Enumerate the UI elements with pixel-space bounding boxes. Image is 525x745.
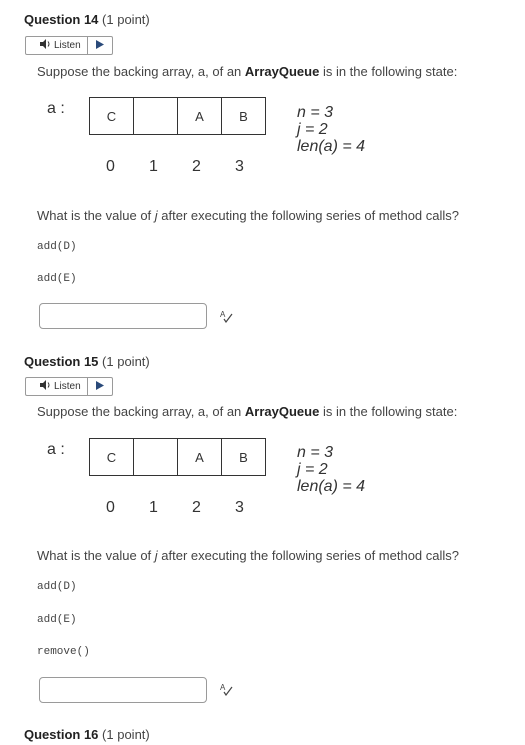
listen-label: Listen bbox=[54, 381, 81, 392]
listen-control-q15 bbox=[25, 377, 113, 396]
n-value: n = 3 bbox=[297, 444, 334, 461]
question-14-prompt: Suppose the backing array, a, of an ArrayQueue is in the following state: bbox=[37, 64, 458, 79]
listen-button-q14[interactable] bbox=[26, 37, 88, 54]
array-stats-q15 bbox=[297, 444, 365, 495]
j-value: j = 2 bbox=[297, 461, 328, 478]
array-indices-q15 bbox=[89, 499, 261, 517]
speaker-icon bbox=[40, 39, 51, 52]
question-15-text: What is the value of j after executing the following series of method calls? bbox=[37, 548, 460, 563]
question-14-text: What is the value of j after executing the following series of method calls? bbox=[37, 208, 460, 223]
array-cell: A bbox=[178, 439, 222, 475]
method-call: add(E) bbox=[37, 614, 77, 626]
backing-array-q15 bbox=[89, 438, 266, 476]
question-16-title: Question 16 (1 point) bbox=[24, 727, 150, 742]
spellcheck-icon[interactable] bbox=[219, 682, 233, 701]
svg-text:A: A bbox=[220, 310, 226, 319]
method-call: remove() bbox=[37, 646, 90, 658]
question-15-prompt: Suppose the backing array, a, of an ArrayQueue is in the following state: bbox=[37, 404, 458, 419]
array-index: 2 bbox=[192, 158, 201, 175]
array-cell: C bbox=[90, 98, 134, 134]
listen-control-q14 bbox=[25, 36, 113, 55]
array-index: 1 bbox=[149, 158, 158, 175]
array-cell: C bbox=[90, 439, 134, 475]
array-label-q15: a : bbox=[47, 441, 65, 458]
array-index: 3 bbox=[235, 158, 244, 175]
j-value: j = 2 bbox=[297, 121, 328, 138]
array-cell: B bbox=[239, 108, 248, 124]
array-index: 2 bbox=[192, 499, 201, 516]
array-index: 1 bbox=[149, 499, 158, 516]
play-button-q15[interactable] bbox=[88, 378, 112, 395]
answer-input-q14[interactable] bbox=[39, 303, 207, 329]
array-cell: A bbox=[178, 98, 222, 134]
n-value: n = 3 bbox=[297, 104, 334, 121]
array-stats-q14 bbox=[297, 104, 365, 155]
backing-array-q14 bbox=[89, 97, 266, 135]
method-call: add(D) bbox=[37, 241, 77, 253]
spellcheck-icon[interactable] bbox=[219, 309, 233, 328]
array-cell bbox=[134, 98, 178, 134]
svg-text:A: A bbox=[220, 683, 226, 692]
play-icon bbox=[96, 381, 104, 393]
array-indices-q14 bbox=[89, 158, 261, 176]
array-cell bbox=[134, 439, 178, 475]
method-call: add(D) bbox=[37, 581, 77, 593]
listen-button-q15[interactable] bbox=[26, 378, 88, 395]
answer-input-q15[interactable] bbox=[39, 677, 207, 703]
array-index: 0 bbox=[106, 158, 115, 175]
array-label-q14: a : bbox=[47, 100, 65, 117]
len-value: len(a) = 4 bbox=[297, 138, 366, 155]
question-14-title: Question 14 (1 point) bbox=[24, 12, 150, 27]
listen-label: Listen bbox=[54, 40, 81, 51]
len-value: len(a) = 4 bbox=[297, 478, 366, 495]
question-15-title: Question 15 (1 point) bbox=[24, 354, 150, 369]
play-icon bbox=[96, 40, 104, 52]
play-button-q14[interactable] bbox=[88, 37, 112, 54]
speaker-icon bbox=[40, 380, 51, 393]
array-cell: B bbox=[239, 449, 248, 465]
array-index: 0 bbox=[106, 499, 115, 516]
method-call: add(E) bbox=[37, 273, 77, 285]
array-index: 3 bbox=[235, 499, 244, 516]
